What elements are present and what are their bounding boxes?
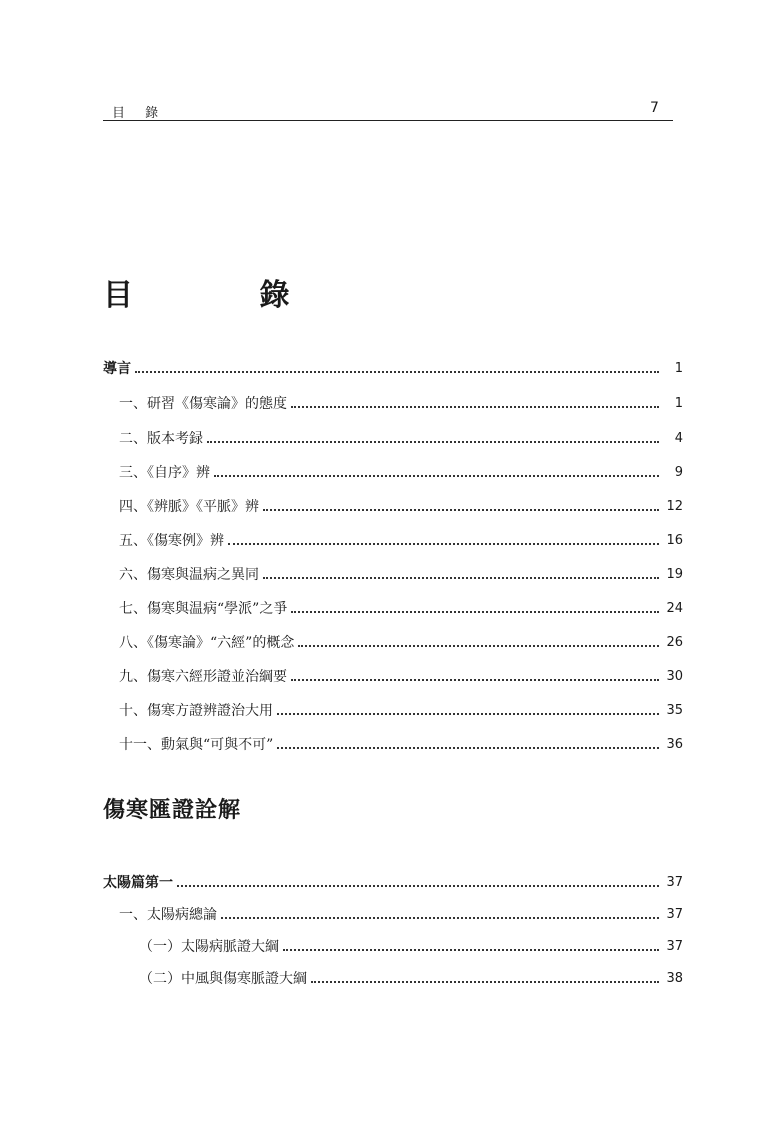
toc-entry[interactable] [103, 596, 683, 618]
toc-entry-page: 36 [666, 737, 683, 752]
toc-entry[interactable] [103, 391, 683, 413]
toc-entry-label: （一）太陽病脈證大綱 [139, 939, 279, 955]
toc-entry-label: 六、傷寒與温病之異同 [119, 567, 259, 583]
toc-entry-label: 一、研習《傷寒論》的態度 [119, 396, 287, 412]
toc-entry-label: 七、傷寒與温病“學派”之爭 [119, 601, 288, 617]
toc-entry[interactable] [103, 934, 683, 956]
dot-leader [311, 981, 659, 983]
dot-leader [263, 577, 659, 579]
toc-entry-label: 一、太陽病總論 [119, 907, 217, 923]
toc-entry[interactable] [103, 562, 683, 584]
dot-leader [298, 645, 659, 647]
toc-entry-label: 導言 [103, 361, 131, 377]
toc-entry-label: 八、《傷寒論》“六經”的概念 [119, 635, 295, 651]
dot-leader [228, 543, 659, 545]
toc-entry[interactable] [103, 664, 683, 686]
dot-leader [277, 713, 659, 715]
toc-entry-page: 37 [666, 939, 683, 954]
dot-leader [291, 406, 659, 408]
toc-entry[interactable] [103, 528, 683, 550]
dot-leader [135, 371, 659, 373]
toc-entry-page: 37 [666, 907, 683, 922]
dot-leader [291, 679, 659, 681]
toc-entry[interactable] [103, 870, 683, 892]
toc-entry-label: 二、版本考録 [119, 431, 203, 447]
toc-entry[interactable] [103, 966, 683, 988]
toc-title: 目 錄 [103, 278, 348, 313]
running-header: 目 錄 [112, 106, 167, 121]
toc-entry-page: 9 [674, 465, 683, 480]
dot-leader [214, 475, 659, 477]
dot-leader [277, 747, 659, 749]
toc-entry[interactable] [103, 426, 683, 448]
toc-entry-label: 太陽篇第一 [103, 875, 173, 891]
toc-entry-page: 37 [666, 875, 683, 890]
dot-leader [207, 441, 659, 443]
dot-leader [221, 917, 659, 919]
toc-entry[interactable] [103, 902, 683, 924]
section-title: 傷寒匯證詮解 [103, 797, 242, 823]
toc-entry-page: 24 [666, 601, 683, 616]
toc-entry[interactable] [103, 494, 683, 516]
toc-entry-label: 三、《自序》辨 [119, 465, 210, 481]
dot-leader [263, 509, 659, 511]
toc-entry[interactable] [103, 732, 683, 754]
header-rule [103, 120, 673, 121]
toc-entry[interactable] [103, 460, 683, 482]
toc-entry-label: 五、《傷寒例》辨 [119, 533, 224, 549]
toc-entry-label: 十一、動氣與“可與不可” [119, 737, 274, 753]
toc-entry[interactable] [103, 630, 683, 652]
toc-entry-page: 19 [666, 567, 683, 582]
toc-entry-page: 4 [674, 431, 683, 446]
dot-leader [291, 611, 659, 613]
toc-entry-page: 1 [674, 396, 683, 411]
dot-leader [177, 885, 659, 887]
page-number: 7 [650, 100, 659, 116]
toc-entry-page: 16 [666, 533, 683, 548]
toc-entry-label: 十、傷寒方證辨證治大用 [119, 703, 273, 719]
toc-entry-label: 九、傷寒六經形證並治綱要 [119, 669, 287, 685]
toc-entry[interactable] [103, 356, 683, 378]
toc-entry[interactable] [103, 698, 683, 720]
toc-entry-label: 四、《辨脈》《平脈》辨 [119, 499, 259, 515]
toc-entry-page: 26 [666, 635, 683, 650]
toc-entry-page: 12 [666, 499, 683, 514]
toc-entry-page: 30 [666, 669, 683, 684]
toc-entry-page: 38 [666, 971, 683, 986]
toc-entry-page: 35 [666, 703, 683, 718]
toc-entry-page: 1 [674, 361, 683, 376]
toc-entry-label: （二）中風與傷寒脈證大綱 [139, 971, 307, 987]
dot-leader [283, 949, 659, 951]
